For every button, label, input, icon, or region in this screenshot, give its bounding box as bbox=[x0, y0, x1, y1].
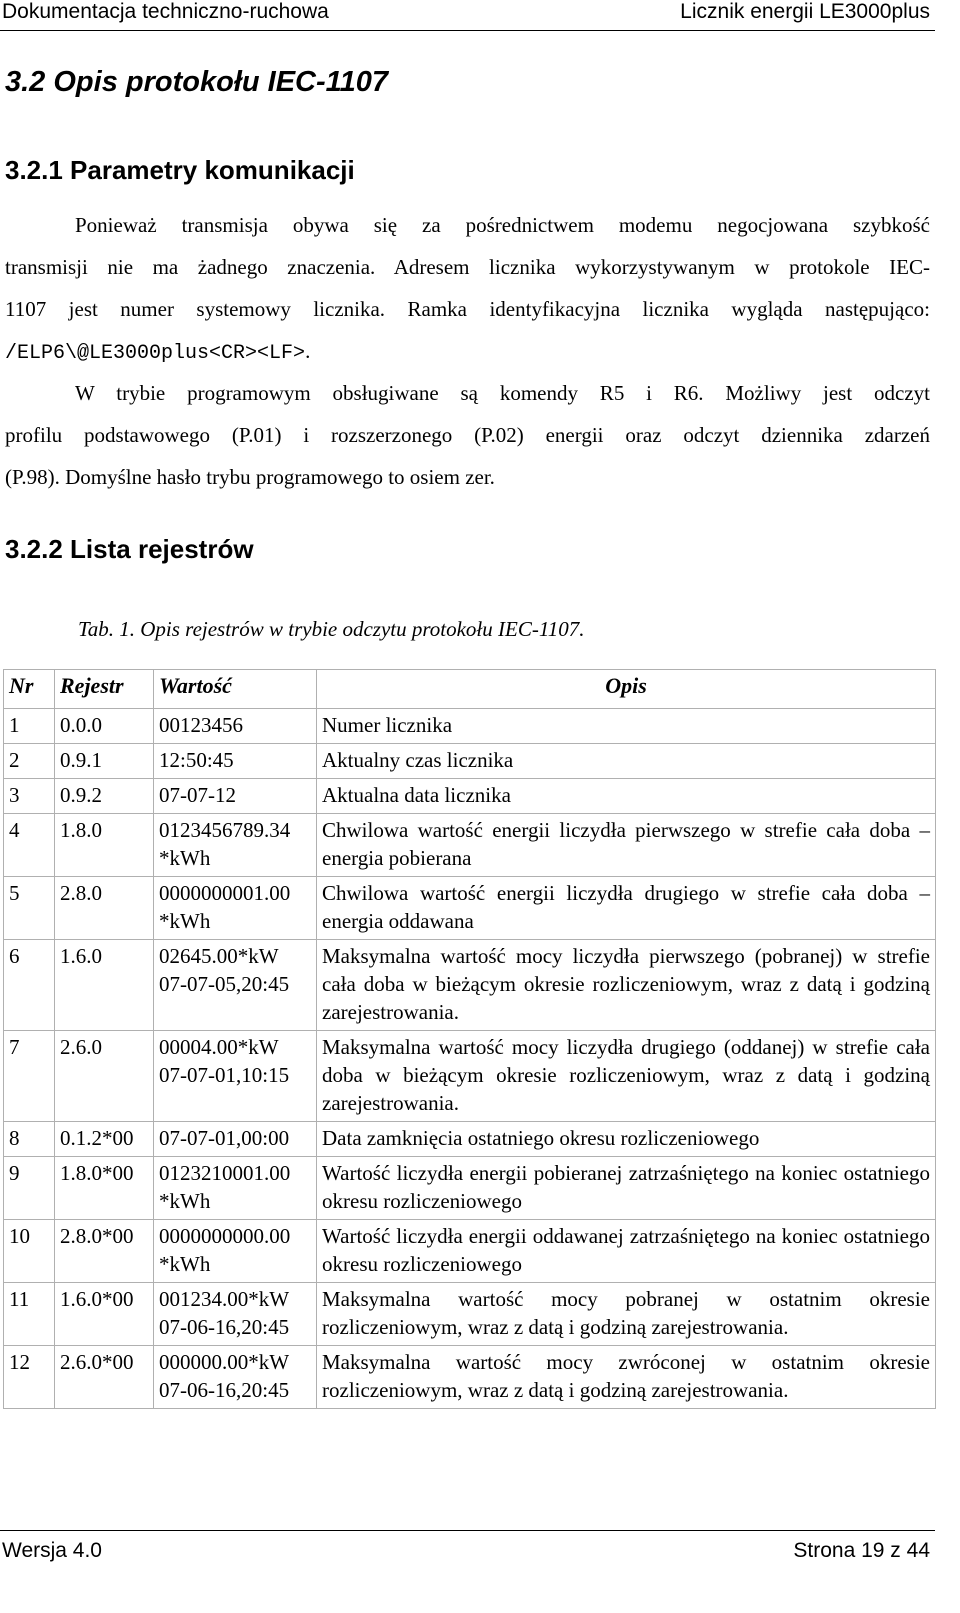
cell-nr: 4 bbox=[4, 814, 55, 877]
paragraph-line: transmisji nie ma żadnego znaczenia. Adresem licznika wykorzystywanym w protokole IEC- bbox=[5, 255, 930, 279]
cell-nr: 9 bbox=[4, 1157, 55, 1220]
paragraph-line: W trybie programowym obsługiwane są komendy R5 i R6. Możliwy jest odczyt bbox=[75, 381, 930, 405]
cell-value: 02645.00*kW 07-07-05,20:45 bbox=[154, 940, 317, 1031]
table-row bbox=[4, 814, 936, 877]
paragraph-line: Ponieważ transmisja obywa się za pośrednictwem modemu negocjowana szybkość bbox=[75, 213, 930, 237]
frame-suffix: . bbox=[305, 339, 311, 363]
paragraph-line: (P.98). Domyślne hasło trybu programowego to osiem zer. bbox=[5, 465, 495, 489]
cell-value: 001234.00*kW 07-06-16,20:45 bbox=[154, 1283, 317, 1346]
subsection-title-registers: 3.2.2 Lista rejestrów bbox=[5, 534, 254, 564]
table-row bbox=[4, 744, 936, 779]
cell-value: 00123456 bbox=[154, 709, 317, 744]
cell-register: 1.8.0*00 bbox=[55, 1157, 154, 1220]
cell-nr: 3 bbox=[4, 779, 55, 814]
cell-value: 07-07-01,00:00 bbox=[154, 1122, 317, 1157]
cell-register: 0.0.0 bbox=[55, 709, 154, 744]
table-row bbox=[4, 1283, 936, 1346]
column-header-description: Opis bbox=[317, 670, 936, 709]
cell-nr: 10 bbox=[4, 1220, 55, 1283]
cell-description: Maksymalna wartość mocy liczydła pierwszego (pobranej) w strefie cała doba w bieżącym okresie rozliczeniowym, wraz z datą i godziną zarejestrowania. bbox=[317, 940, 936, 1031]
cell-register: 1.8.0 bbox=[55, 814, 154, 877]
table-row bbox=[4, 709, 936, 744]
cell-description: Wartość liczydła energii pobieranej zatrzaśniętego na koniec ostatniego okresu rozliczeniowego bbox=[317, 1157, 936, 1220]
cell-description: Aktualna data licznika bbox=[317, 779, 936, 814]
cell-description: Aktualny czas licznika bbox=[317, 744, 936, 779]
cell-nr: 12 bbox=[4, 1346, 55, 1409]
registers-table bbox=[3, 669, 936, 1409]
cell-description: Wartość liczydła energii oddawanej zatrzaśniętego na koniec ostatniego okresu rozliczeniowego bbox=[317, 1220, 936, 1283]
cell-register: 1.6.0*00 bbox=[55, 1283, 154, 1346]
cell-nr: 7 bbox=[4, 1031, 55, 1122]
cell-value: 0000000001.00 *kWh bbox=[154, 877, 317, 940]
paragraph-line: 1107 jest numer systemowy licznika. Ramka identyfikacyjna licznika wygląda następująco: bbox=[5, 297, 930, 321]
identification-frame: /ELP6\@LE3000plus<CR><LF> bbox=[5, 342, 306, 365]
cell-register: 2.8.0 bbox=[55, 877, 154, 940]
table-caption: Tab. 1. Opis rejestrów w trybie odczytu protokołu IEC-1107. bbox=[78, 617, 585, 641]
table-row bbox=[4, 1220, 936, 1283]
cell-description: Chwilowa wartość energii liczydła pierwszego w strefie cała doba – energia pobierana bbox=[317, 814, 936, 877]
header-rule bbox=[0, 30, 935, 31]
cell-register: 1.6.0 bbox=[55, 940, 154, 1031]
header-doc-title: Dokumentacja techniczno-ruchowa bbox=[2, 0, 329, 23]
cell-value: 00004.00*kW 07-07-01,10:15 bbox=[154, 1031, 317, 1122]
cell-nr: 8 bbox=[4, 1122, 55, 1157]
cell-description: Chwilowa wartość energii liczydła drugiego w strefie cała doba – energia oddawana bbox=[317, 877, 936, 940]
cell-description: Maksymalna wartość mocy pobranej w ostatnim okresie rozliczeniowym, wraz z datą i godziną zarejestrowania. bbox=[317, 1283, 936, 1346]
column-header-nr: Nr bbox=[4, 670, 55, 709]
cell-value: 0123210001.00 *kWh bbox=[154, 1157, 317, 1220]
cell-description: Numer licznika bbox=[317, 709, 936, 744]
table-body bbox=[4, 709, 936, 1409]
section-title: 3.2 Opis protokołu IEC-1107 bbox=[5, 66, 389, 98]
cell-value: 07-07-12 bbox=[154, 779, 317, 814]
cell-nr: 5 bbox=[4, 877, 55, 940]
cell-register: 0.9.1 bbox=[55, 744, 154, 779]
table-row bbox=[4, 1157, 936, 1220]
table-row bbox=[4, 779, 936, 814]
cell-value: 0123456789.34 *kWh bbox=[154, 814, 317, 877]
cell-nr: 1 bbox=[4, 709, 55, 744]
subsection-title-communication: 3.2.1 Parametry komunikacji bbox=[5, 155, 355, 185]
cell-description: Maksymalna wartość mocy liczydła drugiego (oddanej) w strefie cała doba w bieżącym okresie rozliczeniowym, wraz z datą i godziną zarejestrowania. bbox=[317, 1031, 936, 1122]
cell-value: 12:50:45 bbox=[154, 744, 317, 779]
table-row bbox=[4, 877, 936, 940]
footer-rule bbox=[0, 1530, 935, 1531]
cell-value: 0000000000.00 *kWh bbox=[154, 1220, 317, 1283]
paragraph-communication bbox=[5, 204, 930, 498]
footer-page-number: Strona 19 z 44 bbox=[793, 1539, 930, 1562]
table-row bbox=[4, 1031, 936, 1122]
cell-nr: 2 bbox=[4, 744, 55, 779]
header-product-name: Licznik energii LE3000plus bbox=[680, 0, 930, 23]
cell-nr: 11 bbox=[4, 1283, 55, 1346]
cell-register: 2.6.0*00 bbox=[55, 1346, 154, 1409]
cell-description: Maksymalna wartość mocy zwróconej w ostatnim okresie rozliczeniowym, wraz z datą i godziną zarejestrowania. bbox=[317, 1346, 936, 1409]
page-header bbox=[0, 0, 960, 28]
footer-version: Wersja 4.0 bbox=[2, 1539, 102, 1562]
cell-register: 0.9.2 bbox=[55, 779, 154, 814]
cell-register: 2.8.0*00 bbox=[55, 1220, 154, 1283]
table-row bbox=[4, 1122, 936, 1157]
column-header-value: Wartość bbox=[154, 670, 317, 709]
cell-value: 000000.00*kW 07-06-16,20:45 bbox=[154, 1346, 317, 1409]
cell-register: 2.6.0 bbox=[55, 1031, 154, 1122]
paragraph-line bbox=[5, 330, 930, 372]
paragraph-line: profilu podstawowego (P.01) i rozszerzonego (P.02) energii oraz odczyt dziennika zdarzeń bbox=[5, 423, 930, 447]
column-header-register: Rejestr bbox=[55, 670, 154, 709]
table-row bbox=[4, 1346, 936, 1409]
cell-nr: 6 bbox=[4, 940, 55, 1031]
table-row bbox=[4, 940, 936, 1031]
cell-description: Data zamknięcia ostatniego okresu rozliczeniowego bbox=[317, 1122, 936, 1157]
cell-register: 0.1.2*00 bbox=[55, 1122, 154, 1157]
table-header-row bbox=[4, 670, 936, 709]
